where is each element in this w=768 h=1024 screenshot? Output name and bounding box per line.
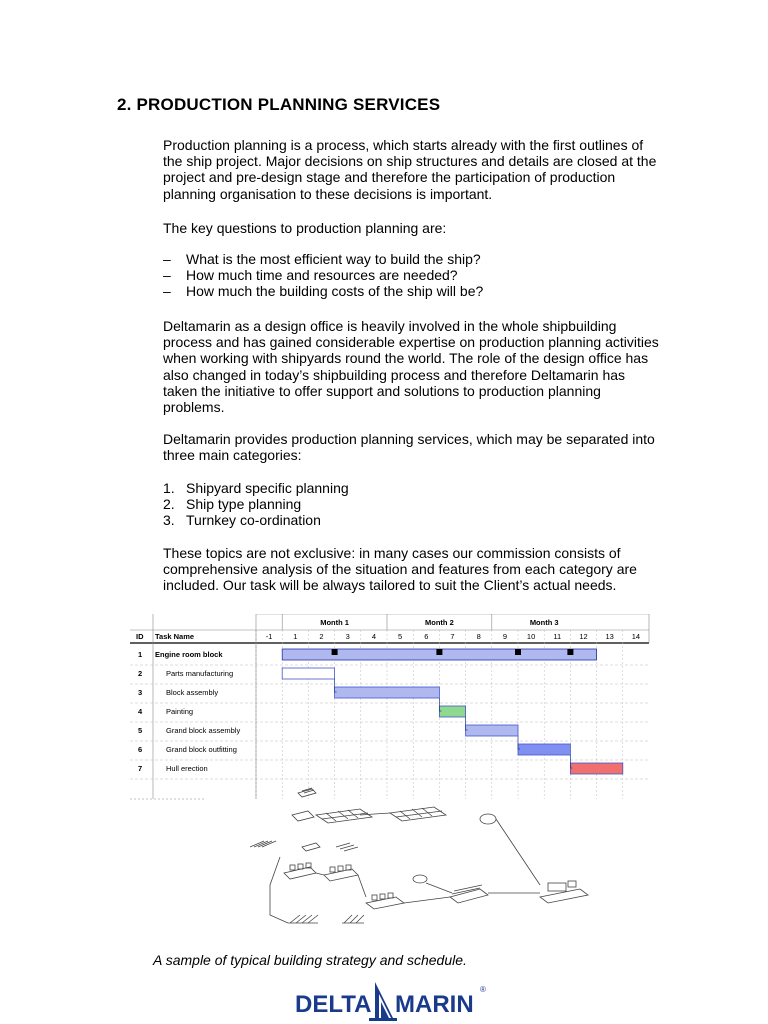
task-bar — [439, 706, 465, 717]
task-id: 6 — [138, 745, 143, 754]
key-questions-list — [163, 251, 663, 300]
week-label: 10 — [526, 632, 536, 641]
list-item: 3. Turnkey co-ordination — [163, 512, 321, 529]
month-label: Month 1 — [320, 618, 349, 627]
task-id: 4 — [138, 707, 143, 716]
task-name: Block assembly — [166, 688, 219, 697]
deltamarin-logo — [295, 978, 490, 1024]
logo-text-left: DELTA — [295, 991, 372, 1018]
registered-mark: ® — [480, 985, 486, 994]
section-heading: 2. PRODUCTION PLANNING SERVICES — [117, 95, 441, 114]
id-header: ID — [136, 632, 144, 641]
parts-stack-top — [292, 788, 496, 824]
month-label: Month 2 — [425, 618, 454, 627]
task-name: Hull erection — [166, 764, 208, 773]
task-name: Grand block assembly — [166, 726, 241, 735]
month-label: Month 3 — [529, 618, 559, 627]
services-paragraph: Deltamarin provides production planning services, which may be separated into three main categories: — [163, 431, 655, 464]
key-questions-intro: The key questions to production planning are: — [163, 220, 447, 236]
dash-marker: – — [163, 267, 171, 284]
logo-sail-icon — [369, 982, 397, 1021]
week-label: 2 — [319, 632, 324, 641]
milestone-marker — [436, 649, 442, 655]
logo-text-right: MARIN — [395, 991, 474, 1018]
task-name-header: Task Name — [155, 632, 195, 641]
building-strategy-diagram — [240, 785, 620, 935]
list-item: 2. Ship type planning — [163, 496, 302, 513]
intro-paragraph: Production planning is a process, which starts already with the first outlines of the ship project. Major decisions on ship structures and details are closed at the project and pre-design stage and therefore the participation of production planning organisation to these decisions is important. — [163, 137, 657, 202]
gantt-chart — [130, 614, 673, 804]
task-bar — [466, 725, 518, 736]
week-label: 8 — [476, 632, 481, 641]
week-label: 4 — [371, 632, 376, 641]
task-id: 2 — [138, 669, 143, 678]
week-label: 5 — [398, 632, 403, 641]
week-label: 7 — [450, 632, 455, 641]
week-label: 9 — [502, 632, 507, 641]
task-bar — [335, 687, 440, 698]
figure-caption: A sample of typical building strategy and schedule. — [153, 952, 467, 968]
task-id: 1 — [138, 650, 143, 659]
milestone-marker — [515, 649, 521, 655]
parts-stack-mid — [250, 841, 588, 923]
categories-list — [163, 480, 663, 529]
week-label: 11 — [553, 632, 562, 641]
dash-marker: – — [163, 283, 171, 300]
list-item: – How much time and resources are needed? — [163, 267, 458, 284]
task-id: 3 — [138, 688, 143, 697]
task-bar — [518, 744, 570, 755]
task-id: 5 — [138, 726, 143, 735]
week-label: 6 — [424, 632, 429, 641]
topics-paragraph: These topics are not exclusive: in many cases our commission consists of comprehensive analysis of the situation and features from each category are included. Our task will be always tailored to suit the Client’s actual needs. — [163, 545, 637, 594]
week-label: -1 — [265, 632, 273, 641]
milestone-marker — [332, 649, 338, 655]
list-item: – How much the building costs of the ship will be? — [163, 283, 484, 300]
deltamarin-paragraph: Deltamarin as a design office is heavily involved in the whole shipbuilding process and has gained considerable expertise on production planning activities when working with shipyards round the world. The role of the design office has also changed in today’s shipbuilding process and therefore Deltamarin has taken the initiative to offer support and solutions to production planning problems. — [163, 318, 659, 416]
list-item: – What is the most efficient way to build the ship? — [163, 251, 481, 267]
task-name: Painting — [166, 707, 194, 716]
task-name: Engine room block — [155, 650, 223, 659]
week-label: 14 — [631, 632, 641, 641]
task-bar — [570, 763, 622, 774]
task-name: Grand block outfitting — [166, 745, 237, 754]
week-label: 3 — [345, 632, 350, 641]
task-bar — [282, 668, 334, 679]
week-label: 13 — [605, 632, 614, 641]
week-label: 12 — [579, 632, 588, 641]
week-label: 1 — [293, 632, 298, 641]
dash-marker: – — [163, 251, 171, 267]
task-name: Parts manufacturing — [166, 669, 234, 678]
task-id: 7 — [138, 764, 143, 773]
milestone-marker — [567, 649, 573, 655]
list-item: 1. Shipyard specific planning — [163, 480, 349, 496]
